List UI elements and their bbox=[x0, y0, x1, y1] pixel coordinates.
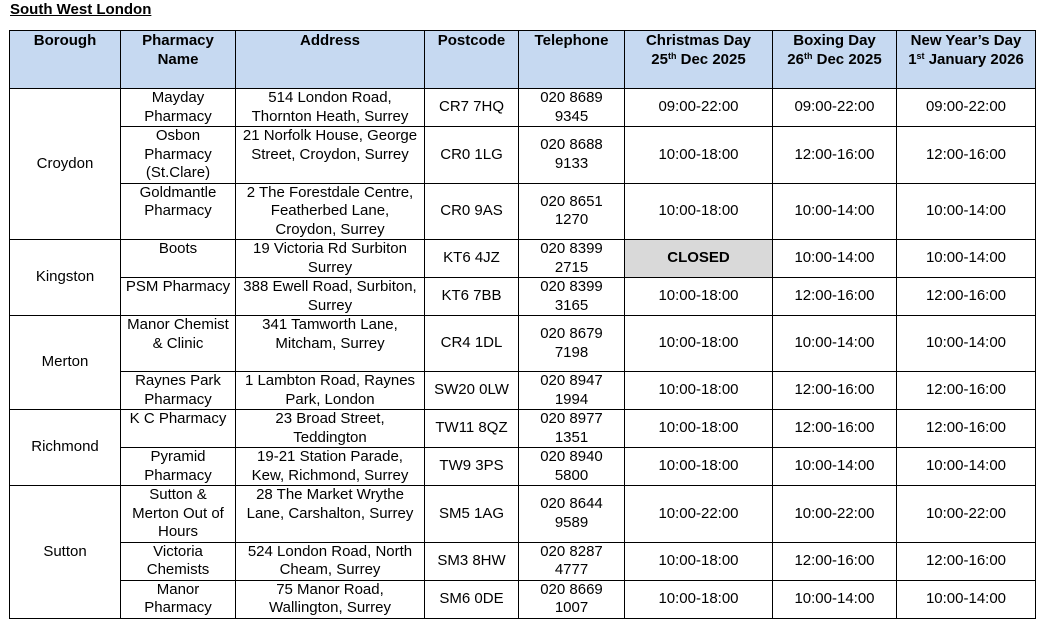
newyear-hours-cell: 10:00-14:00 bbox=[897, 316, 1036, 372]
address-cell: 341 Tamworth Lane, Mitcham, Surrey bbox=[236, 316, 425, 372]
telephone-cell: 020 8689 9345 bbox=[519, 89, 625, 127]
pharmacy-name-cell: Osbon Pharmacy (St.Clare) bbox=[121, 127, 236, 184]
pharmacy-name-cell: Boots bbox=[121, 240, 236, 278]
header-newyear bbox=[897, 31, 1036, 89]
boxing-hours-cell: 10:00-14:00 bbox=[773, 316, 897, 372]
table-row bbox=[10, 448, 1036, 486]
boxing-hours-cell: 12:00-16:00 bbox=[773, 542, 897, 580]
header-boxing-day: 26 bbox=[787, 50, 804, 68]
address-cell: 19 Victoria Rd Surbiton Surrey bbox=[236, 240, 425, 278]
boxing-hours-cell: 09:00-22:00 bbox=[773, 89, 897, 127]
christmas-hours-cell: 10:00-18:00 bbox=[625, 316, 773, 372]
telephone-cell: 020 8977 1351 bbox=[519, 410, 625, 448]
address-cell: 28 The Market Wrythe Lane, Carshalton, Surrey bbox=[236, 486, 425, 543]
christmas-hours-cell: 10:00-22:00 bbox=[625, 486, 773, 543]
postcode-cell: CR4 1DL bbox=[425, 316, 519, 372]
telephone-cell: 020 8679 7198 bbox=[519, 316, 625, 372]
telephone-cell: 020 8669 1007 bbox=[519, 580, 625, 618]
header-christmas-rest: Dec 2025 bbox=[676, 50, 746, 68]
christmas-hours-cell: 10:00-18:00 bbox=[625, 127, 773, 184]
newyear-hours-cell: 12:00-16:00 bbox=[897, 127, 1036, 184]
christmas-hours-cell: 10:00-18:00 bbox=[625, 580, 773, 618]
header-christmas-suffix: th bbox=[667, 50, 677, 61]
table-row bbox=[10, 410, 1036, 448]
address-cell: 75 Manor Road, Wallington, Surrey bbox=[236, 580, 425, 618]
pharmacy-name-cell: K C Pharmacy bbox=[121, 410, 236, 448]
telephone-cell: 020 8940 5800 bbox=[519, 448, 625, 486]
postcode-cell: SM6 0DE bbox=[425, 580, 519, 618]
address-cell: 388 Ewell Road, Surbiton, Surrey bbox=[236, 278, 425, 316]
header-newyear-suffix: st bbox=[916, 50, 925, 61]
table-row bbox=[10, 580, 1036, 618]
pharmacy-table bbox=[9, 30, 1036, 619]
header-boxing-rest: Dec 2025 bbox=[812, 50, 882, 68]
address-cell: 23 Broad Street, Teddington bbox=[236, 410, 425, 448]
table-row bbox=[10, 278, 1036, 316]
telephone-cell: 020 8287 4777 bbox=[519, 542, 625, 580]
telephone-cell: 020 8688 9133 bbox=[519, 127, 625, 184]
borough-cell: Merton bbox=[10, 316, 121, 410]
table-row bbox=[10, 89, 1036, 127]
newyear-hours-cell: 10:00-14:00 bbox=[897, 448, 1036, 486]
header-newyear-day: 1 bbox=[908, 50, 917, 68]
address-cell: 514 London Road, Thornton Heath, Surrey bbox=[236, 89, 425, 127]
address-cell: 2 The Forestdale Centre, Featherbed Lane, Croydon, Surrey bbox=[236, 183, 425, 240]
address-cell: 524 London Road, North Cheam, Surrey bbox=[236, 542, 425, 580]
address-cell: 19-21 Station Parade, Kew, Richmond, Surrey bbox=[236, 448, 425, 486]
postcode-cell: CR0 1LG bbox=[425, 127, 519, 184]
header-newyear-label: New Year’s Day bbox=[910, 32, 1022, 49]
pharmacy-name-cell: Sutton & Merton Out of Hours bbox=[121, 486, 236, 543]
table-row bbox=[10, 127, 1036, 184]
telephone-cell: 020 8947 1994 bbox=[519, 372, 625, 410]
postcode-cell: TW11 8QZ bbox=[425, 410, 519, 448]
table-row bbox=[10, 542, 1036, 580]
postcode-cell: KT6 4JZ bbox=[425, 240, 519, 278]
newyear-hours-cell: 10:00-14:00 bbox=[897, 183, 1036, 240]
christmas-hours-cell: 09:00-22:00 bbox=[625, 89, 773, 127]
borough-cell: Sutton bbox=[10, 486, 121, 619]
boxing-hours-cell: 10:00-14:00 bbox=[773, 183, 897, 240]
header-pharmacy: Pharmacy Name bbox=[121, 31, 236, 89]
header-row bbox=[10, 31, 1036, 89]
postcode-cell: KT6 7BB bbox=[425, 278, 519, 316]
newyear-hours-cell: 09:00-22:00 bbox=[897, 89, 1036, 127]
header-boxing-suffix: th bbox=[803, 50, 813, 61]
page-title: South West London bbox=[10, 1, 152, 18]
header-christmas-label: Christmas Day bbox=[645, 32, 752, 49]
boxing-hours-cell: 10:00-14:00 bbox=[773, 580, 897, 618]
header-postcode: Postcode bbox=[425, 31, 519, 89]
header-address: Address bbox=[236, 31, 425, 89]
newyear-hours-cell: 10:00-22:00 bbox=[897, 486, 1036, 543]
telephone-cell: 020 8651 1270 bbox=[519, 183, 625, 240]
header-christmas bbox=[625, 31, 773, 89]
christmas-hours-cell: 10:00-18:00 bbox=[625, 278, 773, 316]
newyear-hours-cell: 10:00-14:00 bbox=[897, 240, 1036, 278]
boxing-hours-cell: 12:00-16:00 bbox=[773, 278, 897, 316]
newyear-hours-cell: 12:00-16:00 bbox=[897, 542, 1036, 580]
pharmacy-name-cell: Mayday Pharmacy bbox=[121, 89, 236, 127]
table-row bbox=[10, 316, 1036, 372]
postcode-cell: CR0 9AS bbox=[425, 183, 519, 240]
pharmacy-name-cell: PSM Pharmacy bbox=[121, 278, 236, 316]
christmas-hours-cell: 10:00-18:00 bbox=[625, 542, 773, 580]
header-boxing-label: Boxing Day bbox=[793, 32, 876, 49]
christmas-hours-cell: 10:00-18:00 bbox=[625, 372, 773, 410]
boxing-hours-cell: 12:00-16:00 bbox=[773, 372, 897, 410]
boxing-hours-cell: 12:00-16:00 bbox=[773, 410, 897, 448]
header-boxing bbox=[773, 31, 897, 89]
pharmacy-name-cell: Pyramid Pharmacy bbox=[121, 448, 236, 486]
christmas-hours-cell: CLOSED bbox=[625, 240, 773, 278]
borough-cell: Kingston bbox=[10, 240, 121, 316]
christmas-hours-cell: 10:00-18:00 bbox=[625, 410, 773, 448]
pharmacy-name-cell: Victoria Chemists bbox=[121, 542, 236, 580]
table-row bbox=[10, 240, 1036, 278]
header-telephone: Telephone bbox=[519, 31, 625, 89]
borough-cell: Croydon bbox=[10, 89, 121, 240]
newyear-hours-cell: 12:00-16:00 bbox=[897, 278, 1036, 316]
address-cell: 21 Norfolk House, George Street, Croydon, Surrey bbox=[236, 127, 425, 184]
postcode-cell: SM3 8HW bbox=[425, 542, 519, 580]
newyear-hours-cell: 12:00-16:00 bbox=[897, 372, 1036, 410]
table-row bbox=[10, 486, 1036, 543]
boxing-hours-cell: 10:00-14:00 bbox=[773, 240, 897, 278]
telephone-cell: 020 8644 9589 bbox=[519, 486, 625, 543]
boxing-hours-cell: 10:00-22:00 bbox=[773, 486, 897, 543]
postcode-cell: TW9 3PS bbox=[425, 448, 519, 486]
christmas-hours-cell: 10:00-18:00 bbox=[625, 448, 773, 486]
table-row bbox=[10, 183, 1036, 240]
boxing-hours-cell: 12:00-16:00 bbox=[773, 127, 897, 184]
telephone-cell: 020 8399 2715 bbox=[519, 240, 625, 278]
pharmacy-name-cell: Manor Pharmacy bbox=[121, 580, 236, 618]
pharmacy-name-cell: Raynes Park Pharmacy bbox=[121, 372, 236, 410]
address-cell: 1 Lambton Road, Raynes Park, London bbox=[236, 372, 425, 410]
postcode-cell: CR7 7HQ bbox=[425, 89, 519, 127]
table-body bbox=[10, 89, 1036, 619]
header-christmas-day: 25 bbox=[651, 50, 668, 68]
christmas-hours-cell: 10:00-18:00 bbox=[625, 183, 773, 240]
table-row bbox=[10, 372, 1036, 410]
telephone-cell: 020 8399 3165 bbox=[519, 278, 625, 316]
pharmacy-name-cell: Manor Chemist & Clinic bbox=[121, 316, 236, 372]
newyear-hours-cell: 10:00-14:00 bbox=[897, 580, 1036, 618]
header-borough: Borough bbox=[10, 31, 121, 89]
postcode-cell: SW20 0LW bbox=[425, 372, 519, 410]
borough-cell: Richmond bbox=[10, 410, 121, 486]
newyear-hours-cell: 12:00-16:00 bbox=[897, 410, 1036, 448]
pharmacy-name-cell: Goldmantle Pharmacy bbox=[121, 183, 236, 240]
postcode-cell: SM5 1AG bbox=[425, 486, 519, 543]
header-newyear-rest: January 2026 bbox=[924, 50, 1024, 68]
boxing-hours-cell: 10:00-14:00 bbox=[773, 448, 897, 486]
